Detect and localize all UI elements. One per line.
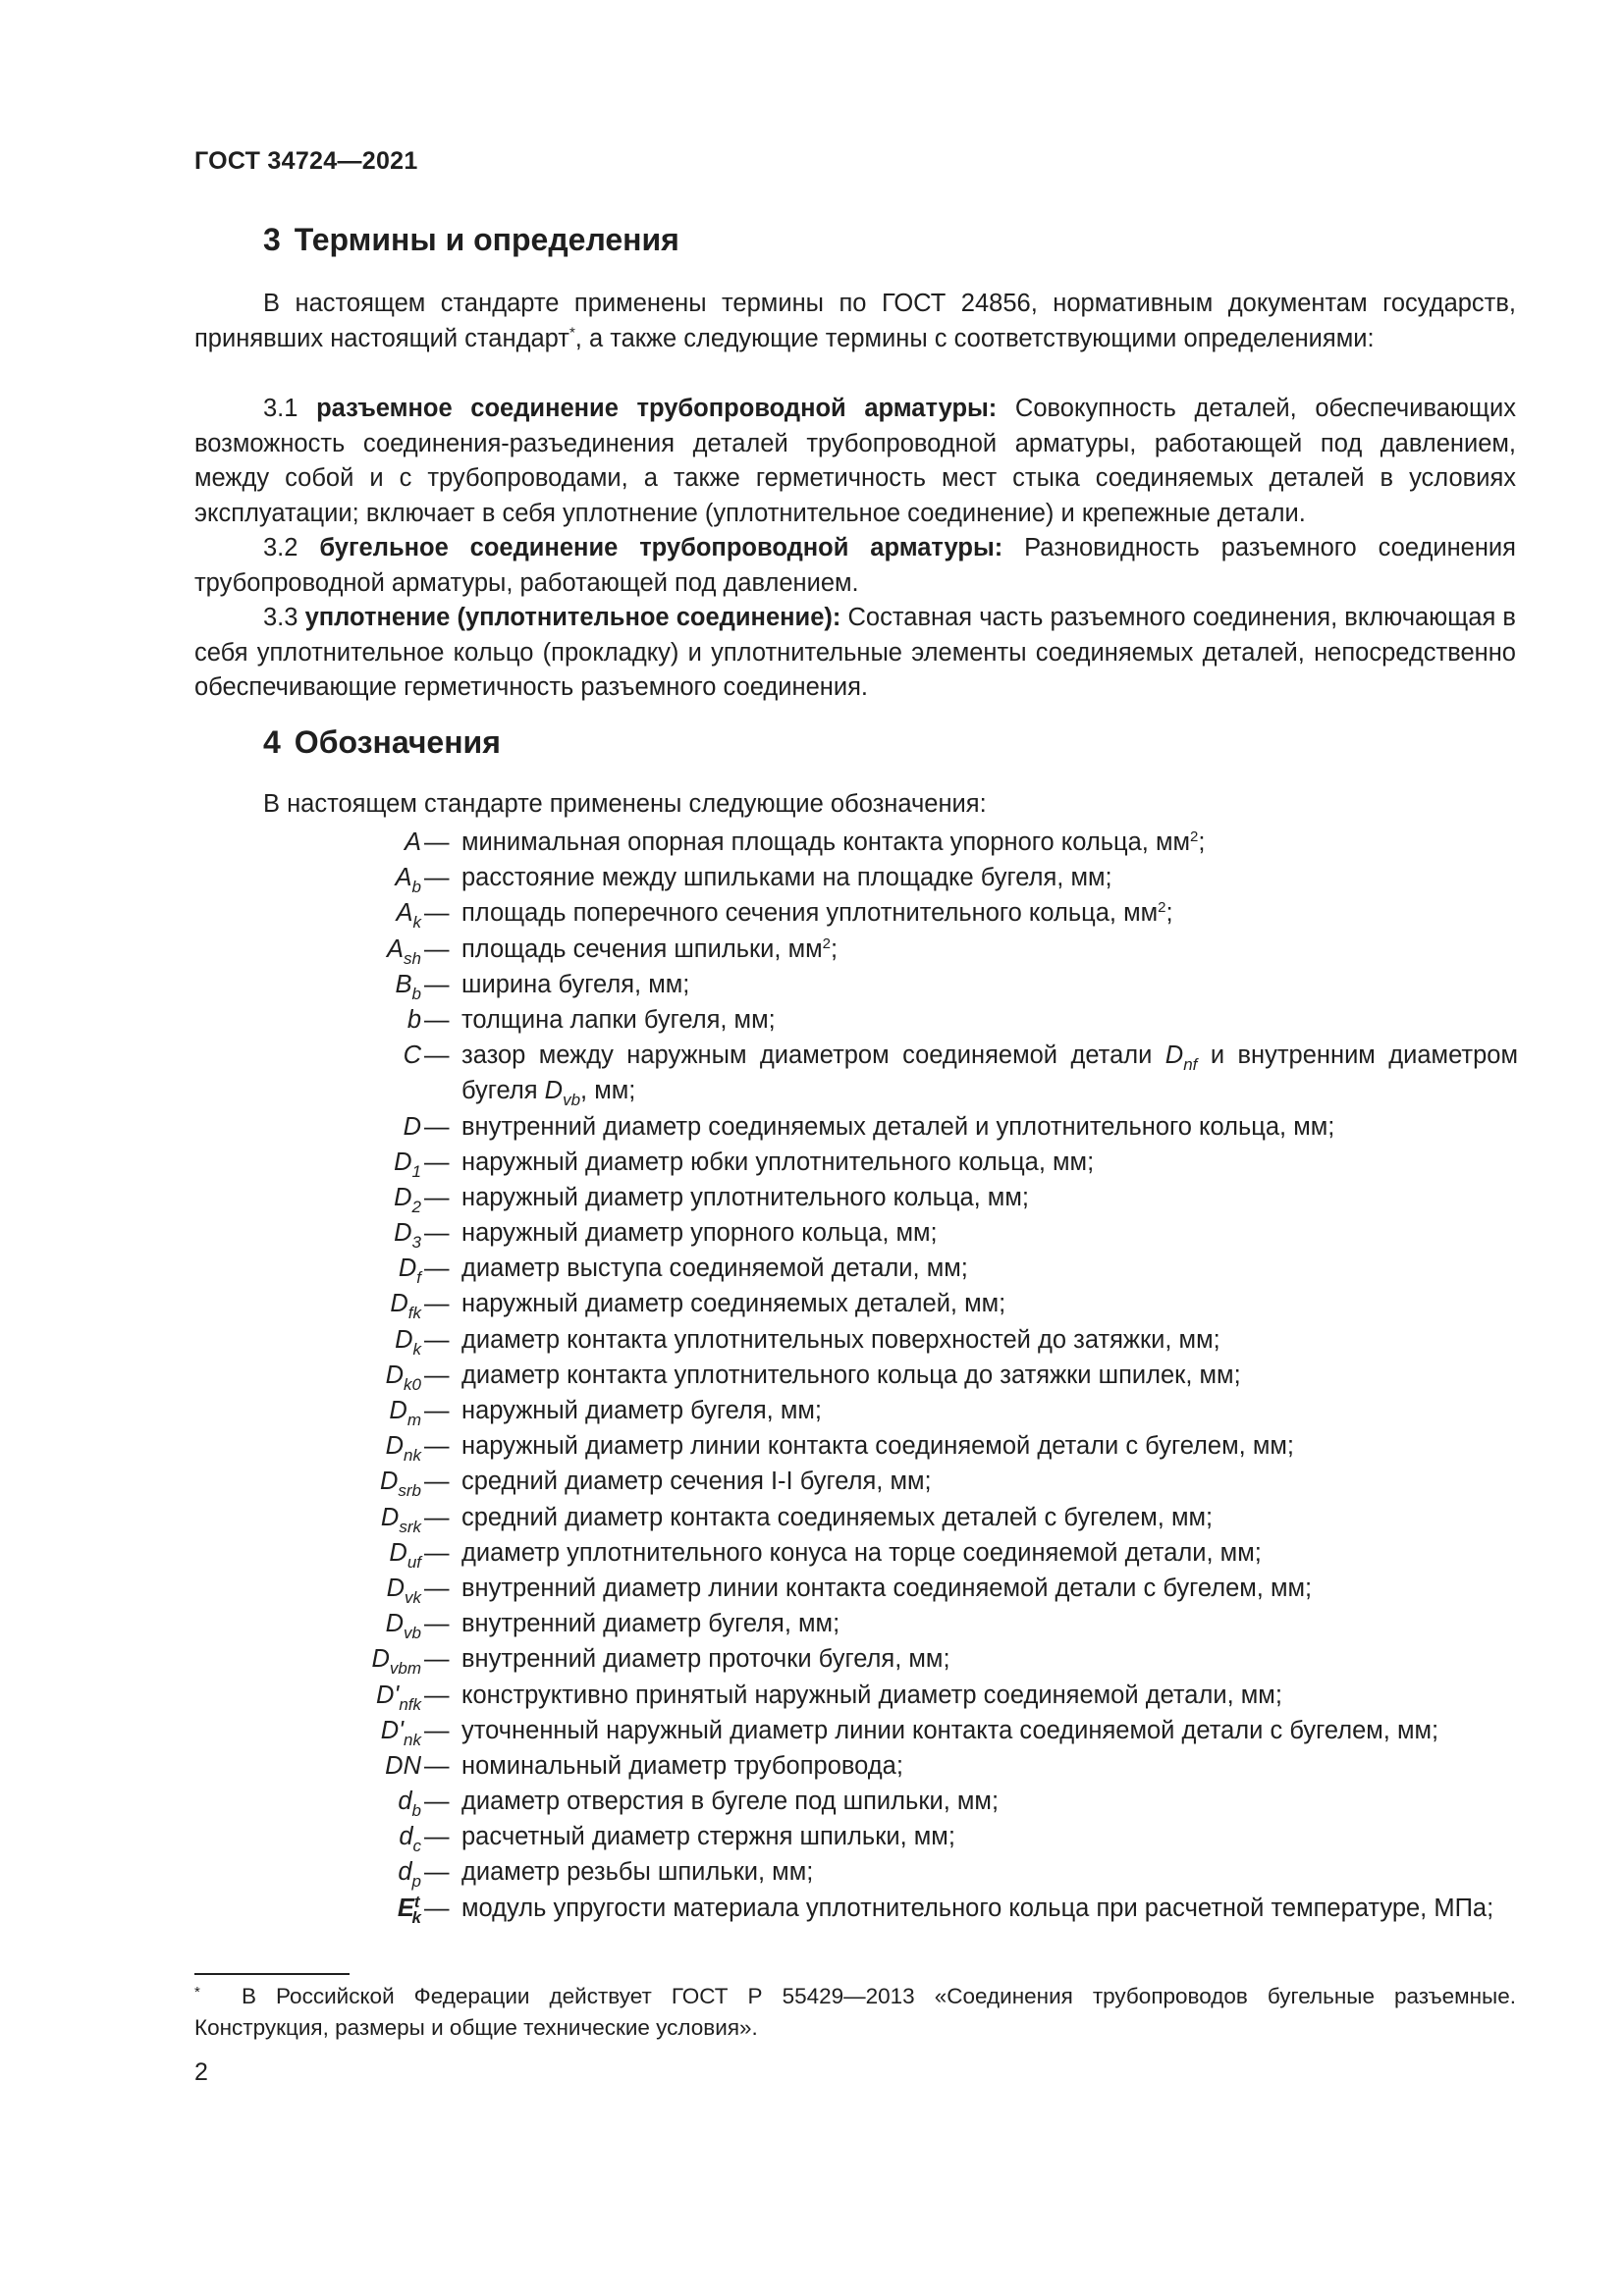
- symbol: DN: [385, 1751, 421, 1780]
- symbol: $D_{uf}$: [389, 1538, 421, 1572]
- symbol: $D_{srb}$: [379, 1468, 421, 1501]
- dash: —: [424, 1858, 450, 1887]
- symbol: $E^t_k$: [397, 1892, 421, 1927]
- footnote-mark: *: [194, 1984, 200, 2001]
- symbol-description: модуль упругости материала уплотнительного кольца при расчетной температуре, МПа;: [461, 1894, 1494, 1922]
- symbol: D: [403, 1112, 421, 1141]
- symbol: $D_f$: [398, 1255, 421, 1288]
- intro-text-b: , а также следующие термины с соответствующими определениями:: [574, 324, 1375, 352]
- symbol-row: [0, 1145, 1624, 1180]
- term-3-1: [194, 392, 1516, 531]
- term-name: бугельное соединение трубопроводной арматуры:: [319, 534, 1003, 561]
- symbol-description: зазор между наружным диаметром соединяемой детали $D_{nf}$ и внутренним диаметром бугеля $D_{vb}$, мм;: [461, 1041, 1518, 1110]
- section-3-heading: Термины и определения: [294, 222, 679, 257]
- term-number: 3.2: [263, 534, 298, 561]
- symbol-row: [0, 1286, 1624, 1321]
- symbol-description: минимальная опорная площадь контакта упорного кольца, $мм^2$;: [461, 828, 1206, 856]
- symbol-description: расстояние между шпильками на площадке бугеля, мм;: [461, 864, 1112, 892]
- dash: —: [424, 1361, 450, 1389]
- symbol: $D_{vk}$: [386, 1574, 421, 1607]
- symbol-description: наружный диаметр юбки уплотнительного кольца, мм;: [461, 1148, 1095, 1176]
- dash: —: [424, 828, 450, 856]
- symbol-row: [0, 1678, 1624, 1713]
- section-4-intro: В настоящем стандарте применены следующие обозначения:: [263, 790, 987, 818]
- page-number: 2: [194, 2058, 208, 2086]
- symbol-description: внутренний диаметр линии контакта соединяемой детали с бугелем, мм;: [461, 1574, 1313, 1602]
- dash: —: [424, 1112, 450, 1141]
- symbol-row: [0, 1641, 1624, 1677]
- intro-text-a: В настоящем стандарте применены термины по ГОСТ 24856, нормативным документам государств, принявших настоящий стандарт: [194, 290, 1516, 352]
- term-number: 3.3: [263, 604, 298, 631]
- symbol-row: [0, 1251, 1624, 1286]
- symbol: $d_c$: [399, 1823, 421, 1856]
- symbol-description: ширина бугеля, мм;: [461, 970, 690, 998]
- dash: —: [424, 1574, 450, 1602]
- dash: —: [424, 1716, 450, 1744]
- symbol: C: [403, 1041, 421, 1070]
- symbol: $A_b$: [395, 864, 421, 897]
- term-definition: Совокупность деталей, обеспечивающих возможность соединения-разъединения деталей трубопроводной арматуры, работающей под давлением, между собой и с трубопроводами, а также герметичность мест стыка соединяемых деталей в условиях эксплуатации; включает в себя уплотнение (уплотнительное соединение) и крепежные детали.: [194, 395, 1516, 527]
- symbol: $A_{sh}$: [387, 934, 421, 968]
- section-3-number: 3: [263, 222, 281, 257]
- symbol: $D_{vbm}$: [371, 1645, 421, 1679]
- symbol-description: диаметр отверстия в бугеле под шпильки, мм;: [461, 1788, 1000, 1816]
- symbol-row: [0, 860, 1624, 895]
- term-3-2: [194, 531, 1516, 601]
- symbol: $B_b$: [395, 970, 421, 1003]
- dash: —: [424, 1788, 450, 1816]
- symbol-row: [0, 1038, 1624, 1108]
- symbol-row: [0, 1500, 1624, 1535]
- symbol: $D_2$: [394, 1183, 421, 1216]
- symbol: $D'_{nk}$: [380, 1716, 421, 1749]
- symbol-row: [0, 1428, 1624, 1464]
- symbol-description: номинальный диаметр трубопровода;: [461, 1751, 903, 1780]
- dash: —: [424, 1219, 450, 1248]
- symbol-row: [0, 1784, 1624, 1819]
- dash: —: [424, 1468, 450, 1496]
- symbol-row: [0, 1713, 1624, 1748]
- symbol-row: [0, 1535, 1624, 1571]
- footnote-ref[interactable]: *: [568, 324, 575, 342]
- symbol-row: [0, 932, 1624, 967]
- footnote-text: В Российской Федерации действует ГОСТ Р 55429—2013 «Соединения трубопроводов бугельные разъемные. Конструкция, размеры и общие технические условия».: [194, 1984, 1516, 2040]
- symbol-description: диаметр контакта уплотнительного кольца до затяжки шпилек, мм;: [461, 1361, 1241, 1389]
- symbol-description: диаметр уплотнительного конуса на торце соединяемой детали, мм;: [461, 1538, 1262, 1567]
- running-header: ГОСТ 34724—2021: [194, 147, 418, 175]
- symbol-description: внутренний диаметр проточки бугеля, мм;: [461, 1645, 950, 1674]
- dash: —: [424, 1681, 450, 1709]
- symbol: $D_m$: [389, 1397, 421, 1430]
- symbol: $D_k$: [395, 1325, 421, 1359]
- symbol-row: [0, 1606, 1624, 1641]
- dash: —: [424, 864, 450, 892]
- symbol-row: [0, 1819, 1624, 1854]
- symbol-row: [0, 1748, 1624, 1784]
- symbol-description: средний диаметр контакта соединяемых деталей с бугелем, мм;: [461, 1503, 1214, 1531]
- footnote: [194, 1981, 1516, 2044]
- symbol-row: [0, 1891, 1624, 1961]
- dash: —: [424, 1894, 450, 1922]
- symbol-row: [0, 1109, 1624, 1145]
- dash: —: [424, 1538, 450, 1567]
- dash: —: [424, 934, 450, 963]
- section-3-intro: [194, 287, 1516, 356]
- symbol-description: внутренний диаметр бугеля, мм;: [461, 1610, 840, 1638]
- symbol-description: расчетный диаметр стержня шпильки, мм;: [461, 1823, 955, 1851]
- symbol-row: [0, 1002, 1624, 1038]
- dash: —: [424, 1432, 450, 1461]
- term-definition: Составная часть разъемного соединения, включающая в себя уплотнительное кольцо (прокладку) и уплотнительные элементы соединяемых деталей, непосредственно обеспечивающие герметичность разъемного соединения.: [194, 604, 1516, 702]
- dash: —: [424, 1823, 450, 1851]
- symbol-row: [0, 1854, 1624, 1890]
- symbol-description: диаметр контакта уплотнительных поверхностей до затяжки, мм;: [461, 1325, 1220, 1354]
- dash: —: [424, 1610, 450, 1638]
- dash: —: [424, 1005, 450, 1034]
- symbol-description: внутренний диаметр соединяемых деталей и уплотнительного кольца, мм;: [461, 1112, 1335, 1141]
- symbol: $d_p$: [398, 1858, 421, 1892]
- symbol-description: площадь сечения шпильки, $мм^2$;: [461, 934, 839, 963]
- dash: —: [424, 1751, 450, 1780]
- term-name: разъемное соединение трубопроводной арматуры:: [316, 395, 998, 422]
- symbol-description: наружный диаметр бугеля, мм;: [461, 1397, 822, 1425]
- symbol-description: наружный диаметр соединяемых деталей, мм;: [461, 1290, 1006, 1318]
- symbol: $D_{fk}$: [390, 1290, 421, 1323]
- symbol: $D_{nk}$: [385, 1432, 421, 1466]
- symbol-description: диаметр выступа соединяемой детали, мм;: [461, 1255, 968, 1283]
- symbol-row: [0, 1464, 1624, 1499]
- section-4-title: [263, 724, 501, 761]
- symbol: $D_3$: [394, 1219, 421, 1253]
- symbol: A: [404, 828, 421, 856]
- section-3-title: [263, 222, 679, 258]
- symbol-description: наружный диаметр линии контакта соединяемой детали с бугелем, мм;: [461, 1432, 1294, 1461]
- symbol-row: [0, 1322, 1624, 1358]
- dash: —: [424, 899, 450, 928]
- dash: —: [424, 1183, 450, 1211]
- section-4-number: 4: [263, 724, 281, 760]
- symbol-row: [0, 1358, 1624, 1393]
- dash: —: [424, 1645, 450, 1674]
- symbol-list: [0, 825, 1624, 1961]
- footnote-rule: [194, 1973, 350, 1975]
- dash: —: [424, 1290, 450, 1318]
- symbol: $D'_{nfk}$: [376, 1681, 421, 1714]
- symbol-row: [0, 1180, 1624, 1215]
- term-number: 3.1: [263, 395, 298, 422]
- symbol-row: [0, 1571, 1624, 1606]
- symbol: $A_k$: [396, 899, 421, 933]
- symbol-row: [0, 967, 1624, 1002]
- term-definition: Разновидность разъемного соединения трубопроводной арматуры, работающей под давлением.: [194, 534, 1516, 597]
- symbol-description: площадь поперечного сечения уплотнительного кольца, $мм^2$;: [461, 899, 1173, 928]
- term-name: уплотнение (уплотнительное соединение):: [304, 604, 841, 631]
- symbol-row: [0, 825, 1624, 860]
- dash: —: [424, 1325, 450, 1354]
- symbol-description: наружный диаметр уплотнительного кольца, мм;: [461, 1183, 1029, 1211]
- dash: —: [424, 1148, 450, 1176]
- symbol-description: уточненный наружный диаметр линии контакта соединяемой детали с бугелем, мм;: [461, 1716, 1439, 1744]
- symbol-row: [0, 1215, 1624, 1251]
- symbol: $D_{srk}$: [380, 1503, 421, 1536]
- symbol-description: средний диаметр сечения I-I бугеля, мм;: [461, 1468, 932, 1496]
- section-4-heading: Обозначения: [294, 724, 501, 760]
- dash: —: [424, 1255, 450, 1283]
- term-3-3: [194, 601, 1516, 706]
- dash: —: [424, 1503, 450, 1531]
- symbol: $D_1$: [394, 1148, 421, 1181]
- symbol-description: диаметр резьбы шпильки, мм;: [461, 1858, 814, 1887]
- symbol: b: [406, 1005, 421, 1034]
- dash: —: [424, 1041, 450, 1070]
- symbol: $d_b$: [398, 1788, 421, 1821]
- dash: —: [424, 970, 450, 998]
- symbol-row: [0, 895, 1624, 931]
- dash: —: [424, 1397, 450, 1425]
- symbol-row: [0, 1393, 1624, 1428]
- symbol-description: наружный диаметр упорного кольца, мм;: [461, 1219, 938, 1248]
- symbol-description: толщина лапки бугеля, мм;: [461, 1005, 776, 1034]
- symbol: $D_{vb}$: [385, 1610, 421, 1643]
- symbol: $D_{k0}$: [385, 1361, 421, 1394]
- symbol-description: конструктивно принятый наружный диаметр соединяемой детали, мм;: [461, 1681, 1282, 1709]
